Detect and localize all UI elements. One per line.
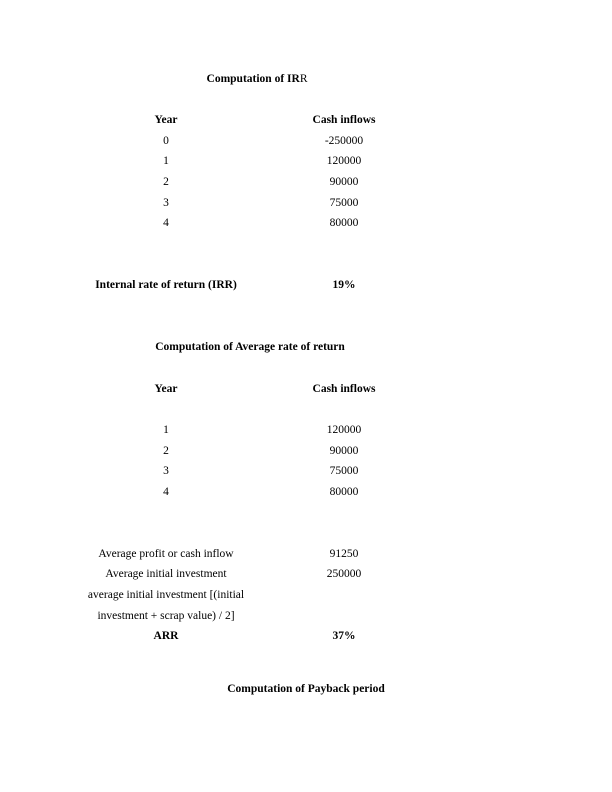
irr-result-label: Internal rate of return (IRR) <box>95 279 237 291</box>
avg-investment-label: Average initial investment <box>105 568 227 580</box>
arr-row-year: 1 <box>163 424 169 436</box>
irr-row-cash: 120000 <box>326 155 362 167</box>
irr-row-cash: 75000 <box>329 197 359 209</box>
payback-section-title: Computation of Payback period <box>227 683 385 695</box>
avg-investment-value: 250000 <box>326 568 362 580</box>
arr-cash-header: Cash inflows <box>312 383 376 395</box>
arr-row-cash: 90000 <box>329 445 359 457</box>
irr-section-title: Computation of IRR <box>206 73 308 85</box>
arr-row-cash: 80000 <box>329 486 359 498</box>
irr-result-value: 19% <box>332 279 356 291</box>
avg-profit-label: Average profit or cash inflow <box>98 548 234 560</box>
avg-profit-value: 91250 <box>329 548 359 560</box>
arr-year-header: Year <box>154 383 178 395</box>
arr-row-year: 2 <box>163 445 169 457</box>
arr-label: ARR <box>153 630 179 642</box>
irr-row-cash: -250000 <box>324 135 364 147</box>
arr-value: 37% <box>332 630 356 642</box>
formula-text-line1: average initial investment [(initial <box>87 589 245 601</box>
irr-year-header: Year <box>154 114 178 126</box>
formula-text-line2: investment + scrap value) / 2] <box>97 610 235 622</box>
irr-row-year: 2 <box>163 176 169 188</box>
irr-row-year: 3 <box>163 197 169 209</box>
irr-row-cash: 80000 <box>329 217 359 229</box>
irr-row-year: 4 <box>163 217 169 229</box>
arr-row-cash: 120000 <box>326 424 362 436</box>
arr-row-cash: 75000 <box>329 465 359 477</box>
irr-cash-header: Cash inflows <box>312 114 376 126</box>
arr-row-year: 3 <box>163 465 169 477</box>
irr-row-cash: 90000 <box>329 176 359 188</box>
irr-row-year: 1 <box>163 155 169 167</box>
arr-row-year: 4 <box>163 486 169 498</box>
arr-section-title: Computation of Average rate of return <box>155 341 345 353</box>
irr-row-year: 0 <box>163 135 169 147</box>
